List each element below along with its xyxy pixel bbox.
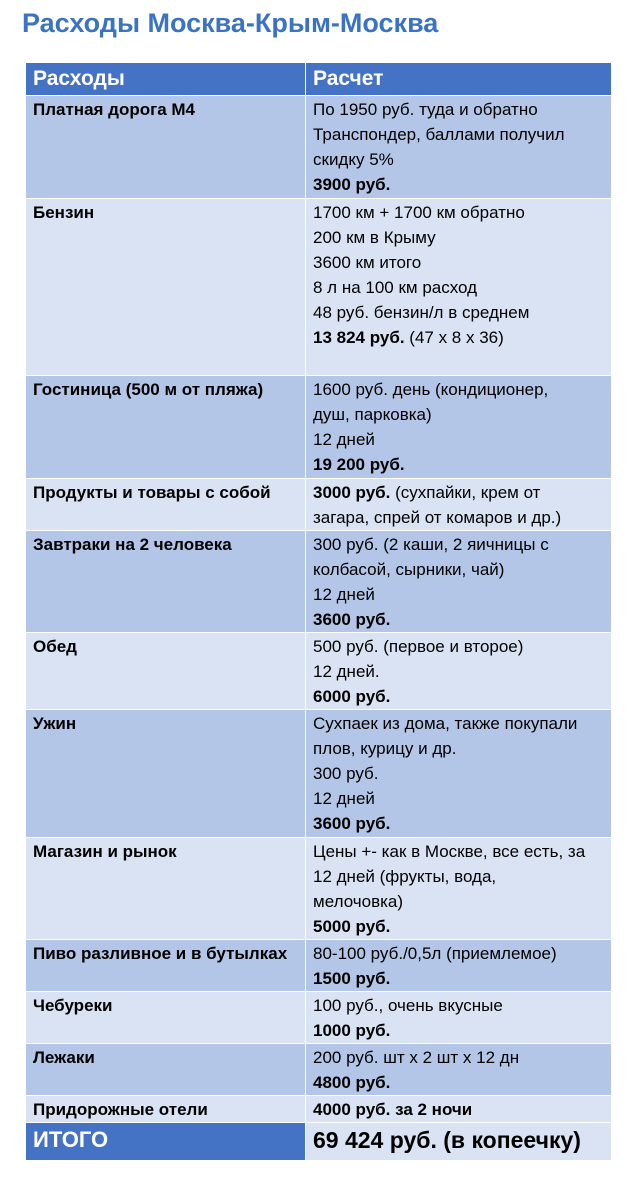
column-header-calculation: Расчет	[306, 63, 612, 96]
expenses-table	[25, 62, 612, 1161]
calculation-line	[313, 557, 605, 582]
amount-text: 4800 руб.	[313, 1073, 391, 1092]
detail-text: 80-100 руб./0,5л (приемлемое)	[313, 944, 557, 963]
amount-text: 3600 руб.	[313, 610, 391, 629]
amount-text: 1000 руб.	[313, 1021, 391, 1040]
calculation-line	[313, 225, 605, 250]
detail-text: 12 дней (фрукты, вода,	[313, 867, 497, 886]
calculation-line	[313, 582, 605, 607]
calculation-line	[313, 480, 605, 505]
table-row	[26, 376, 612, 479]
calculation-line	[313, 427, 605, 452]
calculation-line	[313, 864, 605, 889]
amount-text: 3000 руб.	[313, 483, 391, 502]
detail-text: (47 х 8 х 36)	[404, 328, 504, 347]
detail-text: 48 руб. бензин/л в среднем	[313, 303, 530, 322]
expense-name: Продукты и товары с собой	[26, 479, 306, 531]
calculation-line	[313, 200, 605, 225]
total-value: 69 424 руб. (в копеечку)	[306, 1123, 612, 1161]
calculation-line	[313, 147, 605, 172]
table-header-row	[26, 63, 612, 96]
expense-name: Магазин и рынок	[26, 838, 306, 940]
table-row	[26, 1096, 612, 1123]
table-row	[26, 199, 612, 376]
amount-text: 19 200 руб.	[313, 455, 405, 474]
calculation-line	[313, 993, 605, 1018]
detail-text: 12 дней.	[313, 662, 380, 681]
expense-calculation	[306, 1096, 612, 1123]
expense-calculation	[306, 710, 612, 838]
detail-text: 300 руб. (2 каши, 2 яичницы с	[313, 535, 549, 554]
calculation-line	[313, 761, 605, 786]
calculation-line	[313, 1045, 605, 1070]
total-row	[26, 1123, 612, 1161]
calculation-line	[313, 1097, 605, 1122]
amount-text: 3900 руб.	[313, 175, 391, 194]
expense-calculation	[306, 633, 612, 710]
amount-text: 3600 руб.	[313, 814, 391, 833]
expense-calculation	[306, 479, 612, 531]
table-row	[26, 838, 612, 940]
expense-calculation	[306, 376, 612, 479]
detail-text: 1600 руб. день (кондиционер,	[313, 380, 549, 399]
calculation-line	[313, 889, 605, 914]
calculation-line	[313, 452, 605, 477]
detail-text: По 1950 руб. туда и обратно	[313, 100, 538, 119]
calculation-line	[313, 532, 605, 557]
page-title: Расходы Москва-Крым-Москва	[22, 8, 439, 38]
expense-calculation	[306, 1044, 612, 1096]
calculation-line	[313, 250, 605, 275]
calculation-line	[313, 97, 605, 122]
detail-text: Транспондер, баллами получил	[313, 125, 565, 144]
column-header-expenses: Расходы	[26, 63, 306, 96]
detail-text: 12 дней	[313, 789, 375, 808]
detail-text: 3600 км итого	[313, 253, 422, 272]
expense-name: Лежаки	[26, 1044, 306, 1096]
detail-text: 500 руб. (первое и второе)	[313, 637, 524, 656]
calculation-line	[313, 607, 605, 632]
amount-text: 6000 руб.	[313, 687, 391, 706]
expense-name: Пиво разливное и в бутылках	[26, 940, 306, 992]
detail-text: скидку 5%	[313, 150, 394, 169]
calculation-line	[313, 839, 605, 864]
amount-text: 4000 руб. за 2 ночи	[313, 1100, 473, 1119]
calculation-line	[313, 300, 605, 325]
expense-name: Ужин	[26, 710, 306, 838]
detail-text: (сухпайки, крем от	[390, 483, 541, 502]
detail-text: 1700 км + 1700 км обратно	[313, 203, 525, 222]
detail-text: Сухпаек из дома, также покупали	[313, 714, 578, 733]
expense-calculation	[306, 199, 612, 376]
calculation-line	[313, 377, 605, 402]
detail-text: плов, курицу и др.	[313, 739, 457, 758]
calculation-line	[313, 811, 605, 836]
table-row	[26, 633, 612, 710]
calculation-line	[313, 275, 605, 300]
expense-calculation	[306, 940, 612, 992]
calculation-line	[313, 966, 605, 991]
detail-text: 12 дней	[313, 585, 375, 604]
expense-name: Чебуреки	[26, 992, 306, 1044]
expense-name: Завтраки на 2 человека	[26, 531, 306, 633]
table-row	[26, 710, 612, 838]
amount-text: 1500 руб.	[313, 969, 391, 988]
table-body	[26, 96, 612, 1161]
detail-text: мелочовка)	[313, 892, 404, 911]
detail-text: 100 руб., очень вкусные	[313, 996, 503, 1015]
calculation-line	[313, 659, 605, 684]
amount-text: 13 824 руб.	[313, 328, 405, 347]
expense-name: Платная дорога М4	[26, 96, 306, 199]
detail-text: Цены +- как в Москве, все есть, за	[313, 842, 586, 861]
calculation-line	[313, 786, 605, 811]
calculation-line	[313, 914, 605, 939]
calculation-line	[313, 1070, 605, 1095]
expense-calculation	[306, 96, 612, 199]
detail-text: душ, парковка)	[313, 405, 432, 424]
expense-calculation	[306, 531, 612, 633]
calculation-line	[313, 325, 605, 350]
detail-text: 12 дней	[313, 430, 375, 449]
table-row	[26, 992, 612, 1044]
calculation-line	[313, 684, 605, 709]
calculation-line	[313, 172, 605, 197]
table-row	[26, 531, 612, 633]
detail-text: 8 л на 100 км расход	[313, 278, 478, 297]
calculation-line	[313, 505, 605, 530]
table-row	[26, 1044, 612, 1096]
detail-text: колбасой, сырники, чай)	[313, 560, 505, 579]
calculation-line	[313, 711, 605, 736]
expense-name: Гостиница (500 м от пляжа)	[26, 376, 306, 479]
calculation-line	[313, 941, 605, 966]
expense-name: Бензин	[26, 199, 306, 376]
calculation-line	[313, 402, 605, 427]
expense-calculation	[306, 838, 612, 940]
detail-text: 200 км в Крыму	[313, 228, 436, 247]
total-label: ИТОГО	[26, 1123, 306, 1161]
amount-text: 5000 руб.	[313, 917, 391, 936]
expense-calculation	[306, 992, 612, 1044]
detail-text: 300 руб.	[313, 764, 379, 783]
expense-name: Обед	[26, 633, 306, 710]
calculation-line	[313, 122, 605, 147]
table-row	[26, 940, 612, 992]
calculation-line	[313, 736, 605, 761]
detail-text: 200 руб. шт х 2 шт х 12 дн	[313, 1048, 520, 1067]
calculation-line	[313, 1018, 605, 1043]
expense-name: Придорожные отели	[26, 1096, 306, 1123]
calculation-line	[313, 634, 605, 659]
table-row	[26, 479, 612, 531]
detail-text: загара, спрей от комаров и др.)	[313, 508, 562, 527]
table-row	[26, 96, 612, 199]
